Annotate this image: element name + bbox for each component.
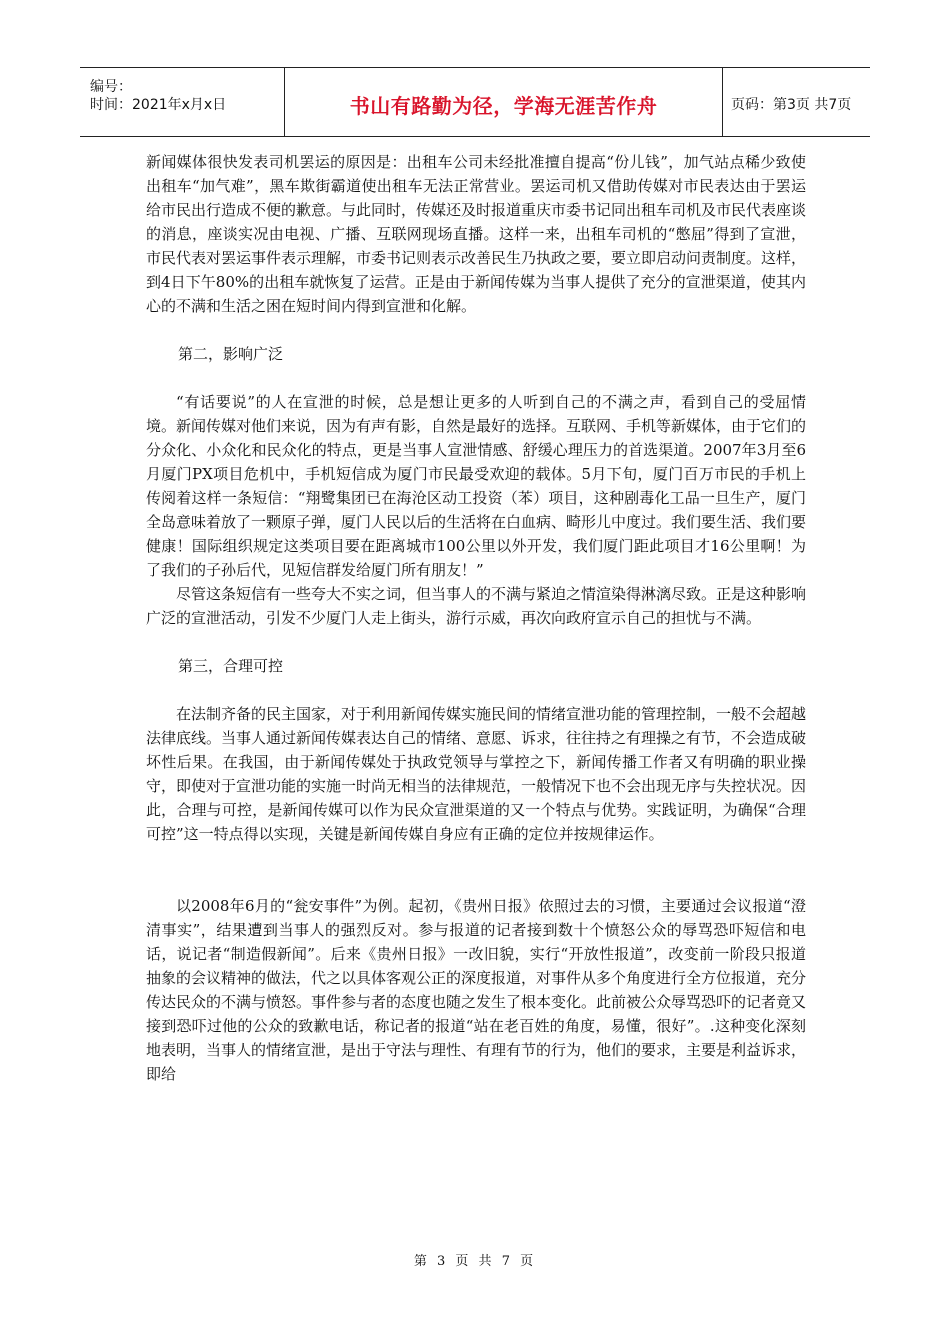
document-date-label: 时间：2021年x月x日 [90, 97, 227, 113]
header-motto: 书山有路勤为径，学海无涯苦作舟 [349, 94, 658, 118]
page-footer: 第 3 页 共 7 页 [413, 1254, 537, 1269]
page-header [80, 67, 870, 137]
body-paragraph: 在法制齐备的民主国家，对于利用新闻传媒实施民间的情绪宣泄功能的管理控制，一般不会超越法律底线。当事人通过新闻传媒表达自己的情绪、意愿、诉求，往往持之有理操之有节，不会造成破坏性后果。在我国，由于新闻传媒处于执政党领导与掌控之下，新闻传播工作者又有明确的职业操守，即使对于宣泄功能的实施一时尚无相当的法律规范，一般情况下也不会出现无序与失控状况。因此，合理与可控，是新闻传媒可以作为民众宣泄渠道的又一个特点与优势。实践证明，为确保“合理可控”这一特点得以实现，关键是新闻传媒自身应有正确的定位并按规律运作。 [146, 705, 807, 843]
document-body [146, 150, 806, 1086]
body-paragraph: 以2008年6月的“瓮安事件”为例。起初，《贵州日报》依照过去的习惯，主要通过会议报道“澄清事实”，结果遭到当事人的强烈反对。参与报道的记者接到数十个愤怒公众的辱骂恐吓短信和电话，说记者“制造假新闻”。后来《贵州日报》一改旧貌，实行“开放性报道”，改变前一阶段只报道抽象的会议精神的做法，代之以具体客观公正的深度报道，对事件从多个角度进行全方位报道，充分传达民众的不满与愤怒。事件参与者的态度也随之发生了根本变化。此前被公众辱骂恐吓的记者竟又接到恐吓过他的公众的致歉电话，称记者的报道“站在老百姓的角度，易懂，很好”。.这种变化深刻地表明，当事人的情绪宣泄，是出于守法与理性、有理有节的行为，他们的要求，主要是利益诉求，即给 [146, 897, 807, 1083]
header-meta-cell [80, 68, 285, 136]
section-heading: 第二，影响广泛 [178, 345, 284, 363]
body-paragraph: “有话要说”的人在宣泄的时候，总是想让更多的人听到自己的不满之声，看到自己的受屈情境。新闻传媒对他们来说，因为有声有影，自然是最好的选择。互联网、手机等新媒体，由于它们的分众化、小众化和民众化的特点，更是当事人宣泄情感、舒缓心理压力的首选渠道。2007年3月至6月厦门PX项目危机中，手机短信成为厦门市民最受欢迎的载体。5月下旬，厦门百万市民的手机上传阅着这样一条短信：“翔鹭集团已在海沧区动工投资（苯）项目，这种剧毒化工品一旦生产，厦门全岛意味着放了一颗原子弹，厦门人民以后的生活将在白血病、畸形儿中度过。我们要生活、我们要健康！国际组织规定这类项目要在距离城市100公里以外开发，我们厦门距此项目才16公里啊！为了我们的子孙后代，见短信群发给厦门所有朋友！” [146, 393, 807, 579]
body-paragraph: 新闻媒体很快发表司机罢运的原因是：出租车公司未经批准擅自提高“份儿钱”，加气站点稀少致使出租车“加气难”，黑车欺街霸道使出租车无法正常营业。罢运司机又借助传媒对市民表达由于罢运给市民出行造成不便的歉意。与此同时，传媒还及时报道重庆市委书记同出租车司机及市民代表座谈的消息，座谈实况由电视、广播、互联网现场直播。这样一来，出租车司机的“憋屈”得到了宣泄，市民代表对罢运事件表示理解，市委书记则表示改善民生乃执政之要，要立即启动问责制度。这样，到4日下午80%的出租车就恢复了运营。正是由于新闻传媒为当事人提供了充分的宣泄渠道，使其内心的不满和生活之困在短时间内得到宣泄和化解。 [146, 153, 807, 315]
header-page-label: 页码：第3页 共7页 [731, 97, 852, 113]
body-paragraph: 尽管这条短信有一些夸大不实之词，但当事人的不满与紧迫之情渲染得淋漓尽致。正是这种影响广泛的宣泄活动，引发不少厦门人走上街头，游行示威，再次向政府宣示自己的担忧与不满。 [146, 585, 807, 627]
document-number-label: 编号： [90, 79, 132, 95]
section-heading: 第三，合理可控 [178, 657, 284, 675]
header-page-cell [723, 68, 870, 136]
header-motto-cell [285, 68, 723, 136]
